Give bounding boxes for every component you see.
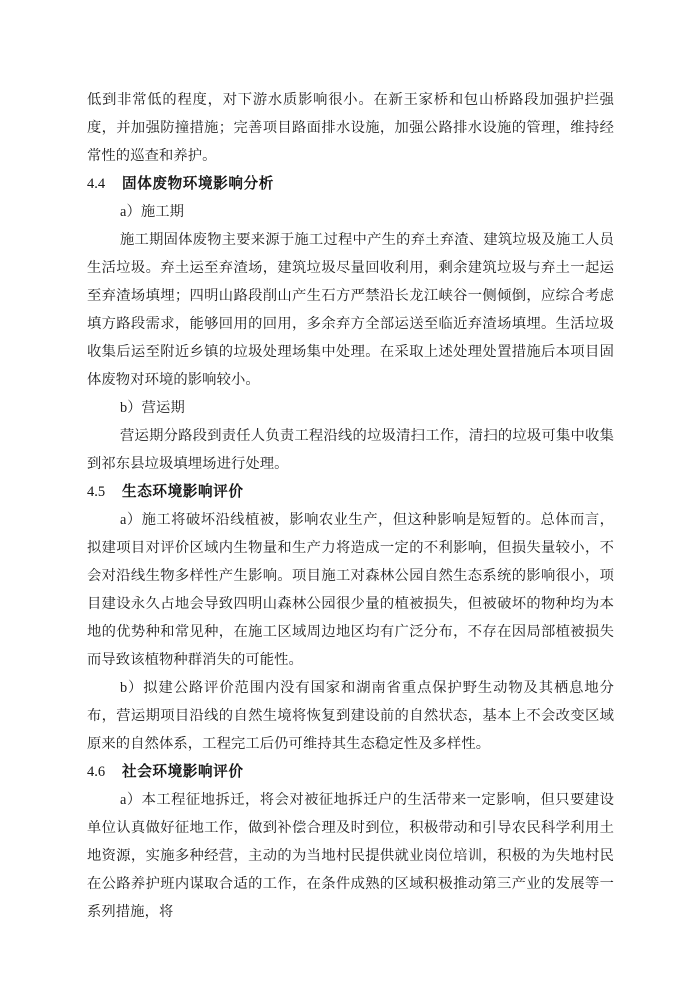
- list-item-b-operation-period: b）营运期: [120, 400, 185, 416]
- list-item-a-social: a）本工程征地拆迁，将会对被征地拆迁户的生活带来一定影响，但只要建设单位认真做好征地工作，做到补偿合理及时到位，积极带动和引导农民科学利用土地资源，实施多种经营，主动的为当地村民提供就业岗位培训，积极的为失地村民在公路养护班内谋取合适的工作，在条件成熟的区域积极推动第三产业的发展等一系列措施，将: [87, 792, 614, 920]
- section-title: 社会环境影响评价: [122, 764, 244, 780]
- section-number: 4.5: [87, 484, 106, 500]
- section-title: 生态环境影响评价: [122, 484, 244, 500]
- list-item-a-construction-period: a）施工期: [120, 204, 185, 220]
- body-paragraph: 营运期分路段到责任人负责工程沿线的垃圾清扫工作，清扫的垃圾可集中收集到祁东县垃圾填埋场进行处理。: [87, 428, 614, 472]
- body-paragraph: 施工期固体废物主要来源于施工过程中产生的弃土弃渣、建筑垃圾及施工人员生活垃圾。弃土运至弃渣场，建筑垃圾尽量回收利用，剩余建筑垃圾与弃土一起运至弃渣场填埋；四明山路段削山产生石方严禁沿长龙江峡谷一侧倾倒，应综合考虑填方路段需求，能够回用的回用，多余弃方全部运送至临近弃渣场填埋。生活垃圾收集后运至附近乡镇的垃圾处理场集中处理。在采取上述处理处置措施后本项目固体废物对环境的影响较小。: [87, 232, 614, 388]
- section-heading-4-6: [87, 758, 614, 786]
- list-item-a-ecology: a）施工将破坏沿线植被，影响农业生产，但这种影响是短暂的。总体而言，拟建项目对评价区域内生物量和生产力将造成一定的不利影响，但损失量较小，不会对沿线生物多样性产生影响。项目施工对森林公园自然生态系统的影响很小，项目建设永久占地会导致四明山森林公园很少量的植被损失，但被破坏的物种均为本地的优势种和常见种，在施工区域周边地区均有广泛分布，不存在因局部植被损失而导致该植物种群消失的可能性。: [87, 512, 614, 668]
- section-number: 4.4: [87, 176, 106, 192]
- section-number: 4.6: [87, 764, 106, 780]
- page-content: [87, 86, 614, 926]
- section-title: 固体废物环境影响分析: [122, 176, 274, 192]
- body-paragraph-continuation: 低到非常低的程度，对下游水质影响很小。在新王家桥和包山桥路段加强护拦强度，并加强防撞措施；完善项目路面排水设施，加强公路排水设施的管理，维持经常性的巡查和养护。: [87, 92, 614, 164]
- section-heading-4-5: [87, 478, 614, 506]
- section-heading-4-4: [87, 170, 614, 198]
- list-item-b-ecology: b）拟建公路评价范围内没有国家和湖南省重点保护野生动物及其栖息地分布，营运期项目沿线的自然生境将恢复到建设前的自然状态，基本上不会改变区域原来的自然体系，工程完工后仍可维持其生态稳定性及多样性。: [87, 680, 614, 752]
